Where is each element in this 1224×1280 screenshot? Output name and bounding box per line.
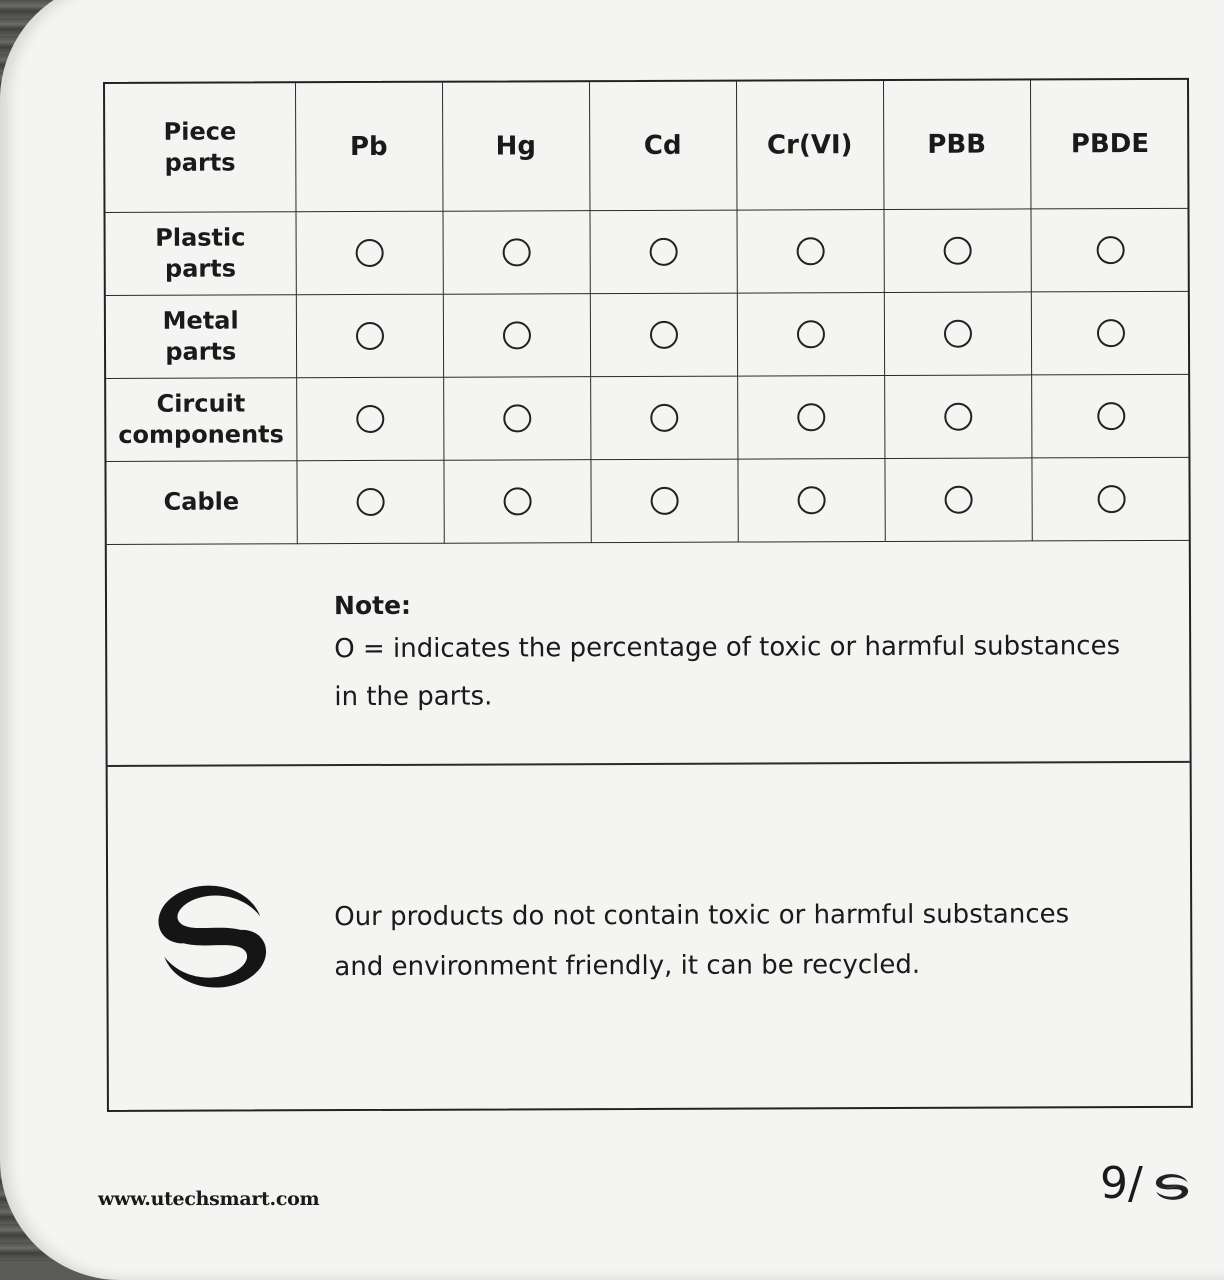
table-cell <box>737 458 884 542</box>
eco-text-line-2: and environment friendly, it can be recycled. <box>334 949 921 983</box>
table-cell <box>590 293 737 377</box>
header-pb: Pb <box>295 83 442 212</box>
table-cell <box>296 460 443 544</box>
header-piece-parts: Piece parts <box>105 83 295 212</box>
table-cell <box>296 294 443 378</box>
table-row <box>106 291 1190 378</box>
header-pbde: PBDE <box>1030 80 1189 209</box>
circle-mark-icon <box>797 403 825 431</box>
circle-mark-icon <box>503 404 531 432</box>
table-row <box>106 457 1190 544</box>
circle-mark-icon <box>1097 485 1125 513</box>
circle-mark-icon <box>796 320 824 348</box>
table-cell <box>737 375 884 459</box>
table-cell <box>883 208 1030 292</box>
table-cell <box>1030 208 1189 292</box>
table-header-row <box>105 80 1189 212</box>
circle-mark-icon <box>355 321 383 349</box>
table-cell <box>1031 291 1190 375</box>
circle-mark-icon <box>502 238 530 266</box>
table-cell <box>736 209 883 293</box>
page-number: 9/ <box>1100 1158 1143 1209</box>
circle-mark-icon <box>943 319 971 347</box>
circle-mark-icon <box>797 486 825 514</box>
eco-statement-section <box>108 763 1191 1112</box>
table-cell <box>1031 374 1190 458</box>
note-text-line-1: O = indicates the percentage of toxic or harmful substances <box>334 631 1121 665</box>
circle-mark-icon <box>944 402 972 430</box>
table-cell <box>1031 457 1190 541</box>
row-label-circuit-components: Circuit components <box>106 377 296 461</box>
circle-mark-icon <box>1097 402 1125 430</box>
circle-mark-icon <box>356 487 384 515</box>
header-cd: Cd <box>589 82 736 211</box>
circle-mark-icon <box>1096 236 1124 264</box>
utech-s-logo-icon <box>152 876 272 996</box>
table-cell <box>442 210 589 294</box>
row-label-plastic-parts: Plastic parts <box>105 211 295 295</box>
substance-table <box>105 80 1191 545</box>
circle-mark-icon <box>796 237 824 265</box>
note-title: Note: <box>333 590 412 621</box>
row-label-metal-parts: Metal parts <box>106 294 296 378</box>
note-section <box>107 539 1190 767</box>
eco-text-line-1: Our products do not contain toxic or harmful substances <box>334 899 1070 933</box>
header-cr-vi: Cr(VI) <box>736 81 883 210</box>
table-cell <box>589 210 736 294</box>
circle-mark-icon <box>502 321 530 349</box>
circle-mark-icon <box>356 404 384 432</box>
row-label-cable: Cable <box>106 460 296 544</box>
table-cell <box>443 459 590 543</box>
circle-mark-icon <box>503 487 531 515</box>
table-cell <box>590 459 737 543</box>
table-cell <box>590 376 737 460</box>
circle-mark-icon <box>650 486 678 514</box>
header-pbb: PBB <box>883 80 1030 209</box>
table-cell <box>443 293 590 377</box>
circle-mark-icon <box>944 485 972 513</box>
table-row <box>105 208 1189 295</box>
table-row <box>106 374 1190 461</box>
table-cell <box>295 211 442 295</box>
table-cell <box>296 377 443 461</box>
circle-mark-icon <box>355 238 383 266</box>
circle-mark-icon <box>943 236 971 264</box>
note-text-line-2: in the parts. <box>334 681 493 713</box>
circle-mark-icon <box>1097 319 1125 347</box>
table-cell <box>884 291 1031 375</box>
table-cell <box>737 292 884 376</box>
table-cell <box>884 374 1031 458</box>
table-cell <box>443 376 590 460</box>
circle-mark-icon <box>649 237 677 265</box>
footer-website-url: www.utechsmart.com <box>98 1188 320 1210</box>
content-frame <box>103 78 1193 1112</box>
circle-mark-icon <box>650 403 678 431</box>
circle-mark-icon <box>649 320 677 348</box>
utech-s-logo-icon <box>1154 1172 1190 1202</box>
header-hg: Hg <box>442 82 589 211</box>
table-cell <box>884 457 1031 541</box>
